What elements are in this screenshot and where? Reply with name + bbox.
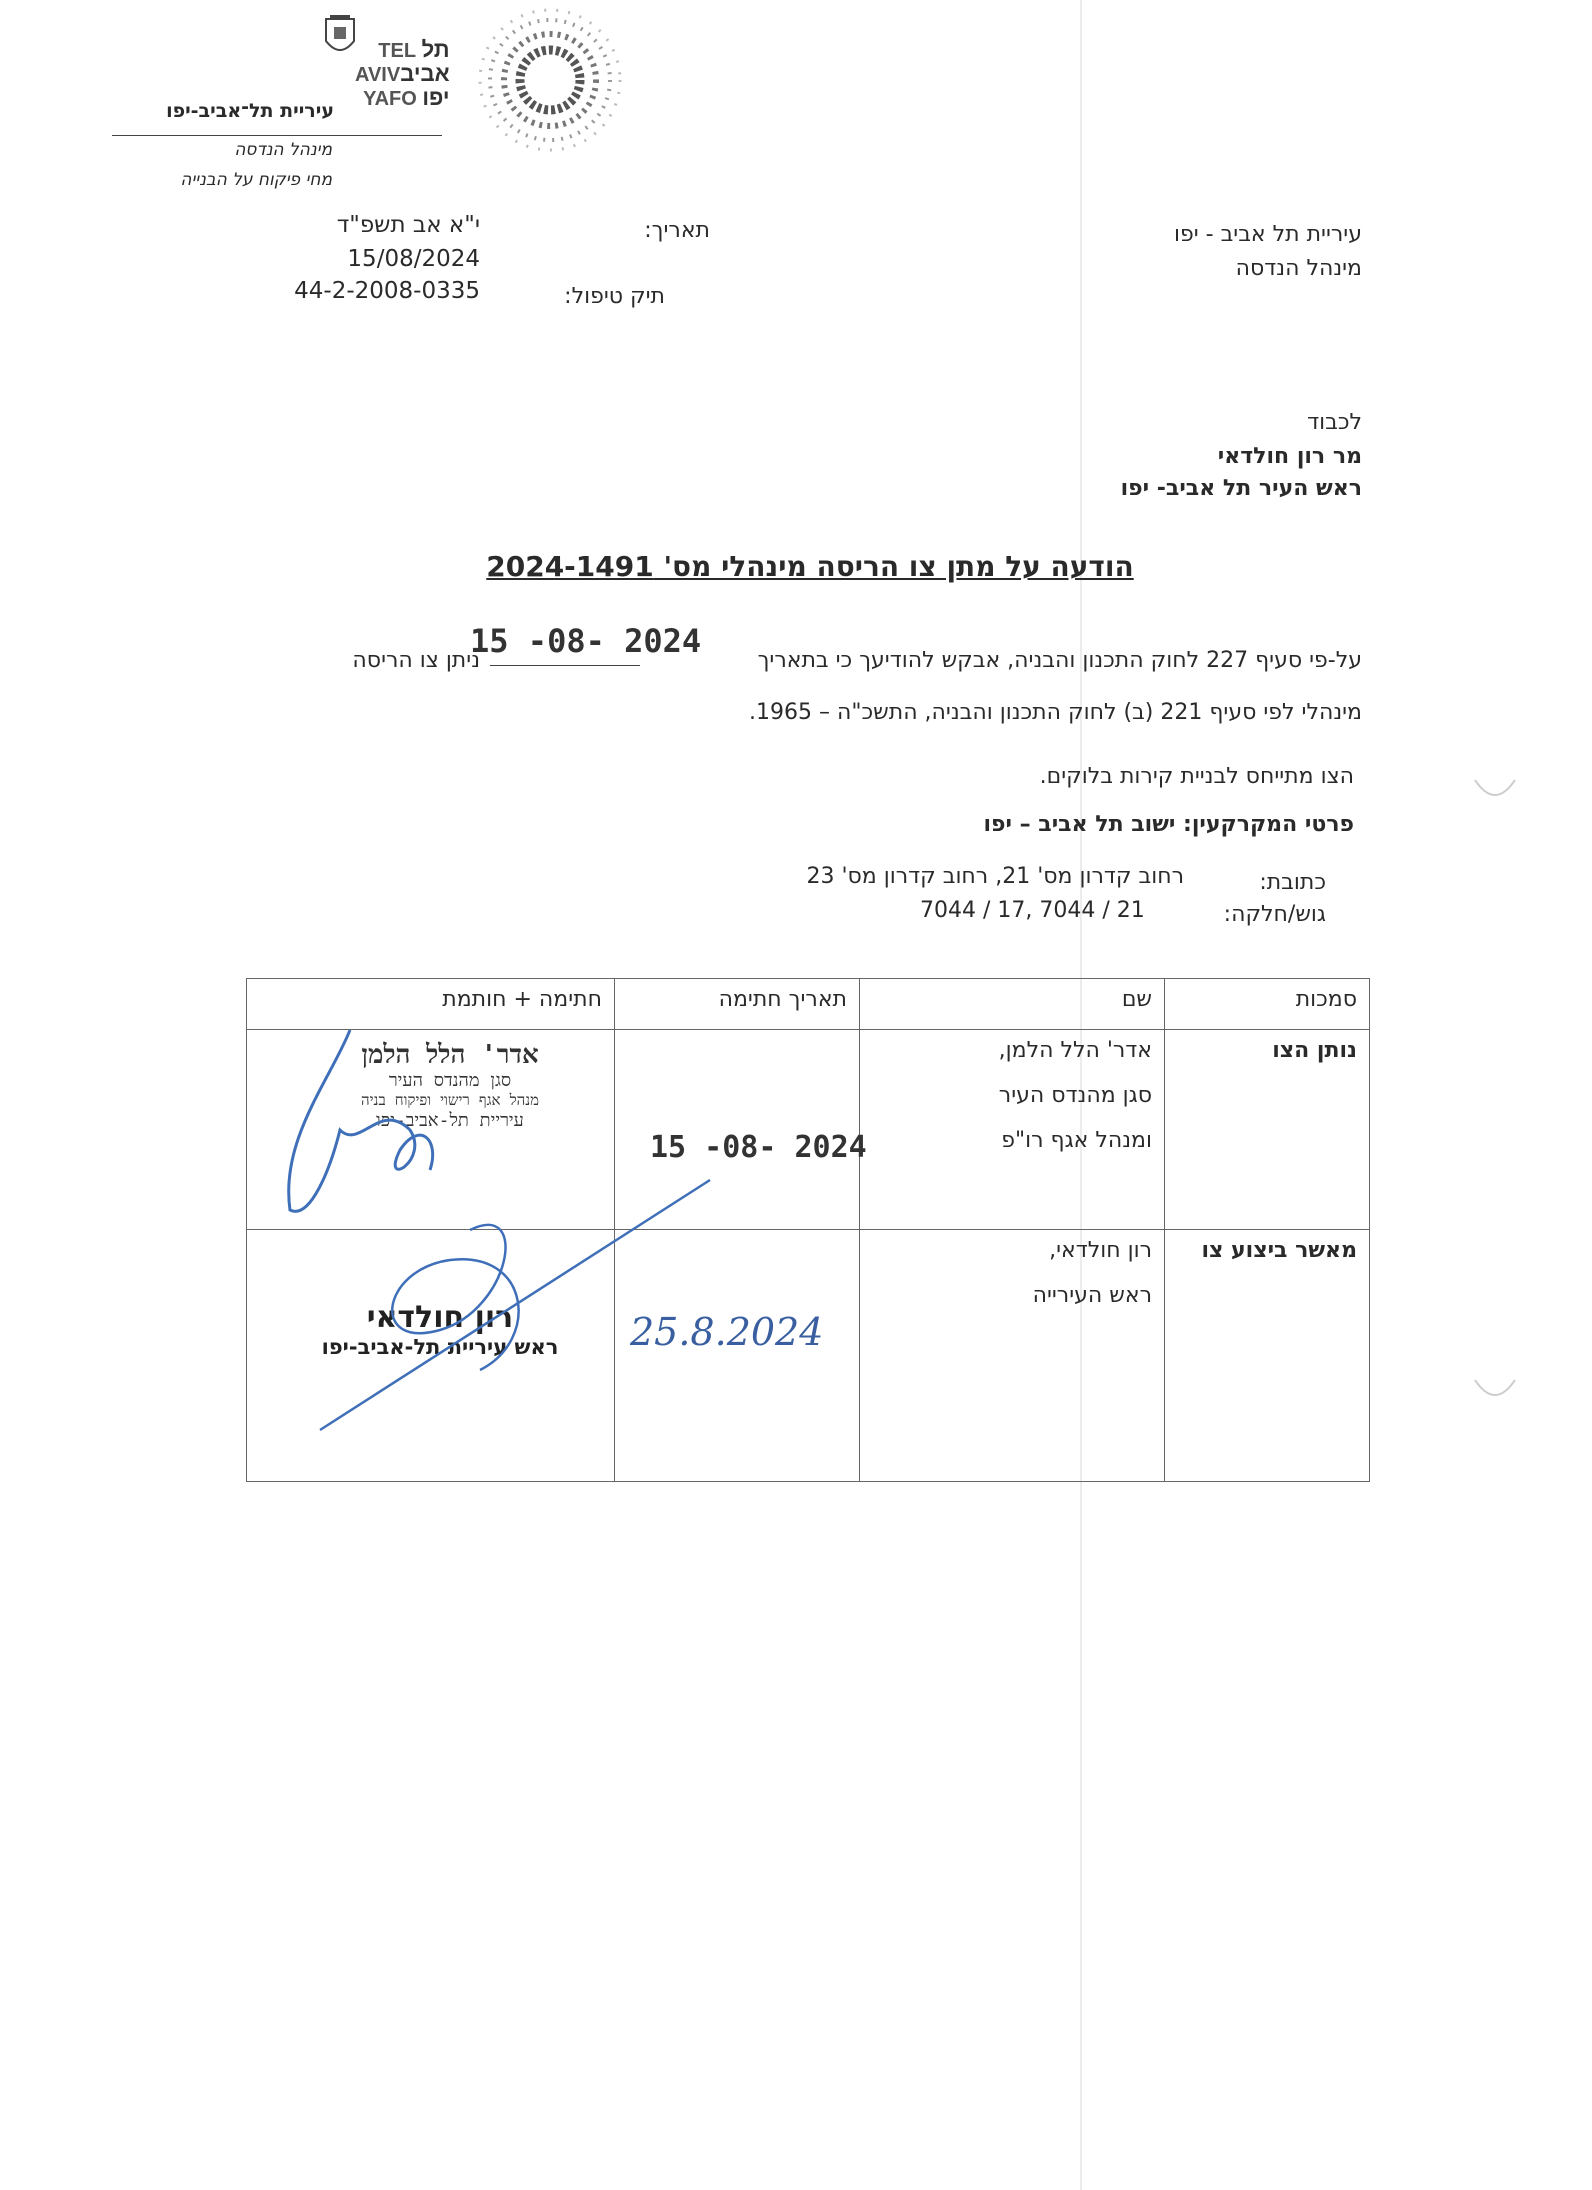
parcel-label: גוש/חלקה: [1223, 902, 1326, 927]
header-authority: סמכות [1165, 979, 1370, 1030]
sender-line-2: מינהל הנדסה [1235, 256, 1362, 281]
binder-hole-icon [1470, 1370, 1520, 1410]
binder-hole-icon [1470, 770, 1520, 810]
date-label: תאריך: [644, 218, 710, 243]
division-name: מחי פיקוח על הבנייה [180, 170, 332, 190]
row2-authority: מאשר ביצוע צו [1165, 1230, 1370, 1482]
header-signature-stamp: חתימה + חותמת [247, 979, 615, 1030]
date-stamp: 15 -08- 2024 [470, 622, 702, 660]
recipient-salutation: לכבוד [1307, 410, 1362, 435]
row1-name: אדר' הלל הלמן, סגן מהנדס העיר ומנהל אגף רו"פ [860, 1030, 1165, 1230]
recipient-name: מר רון חולדאי [1217, 444, 1362, 469]
header-rule [112, 135, 442, 136]
header-sign-date: תאריך חתימה [615, 979, 860, 1030]
department-name: מינהל הנדסה [234, 140, 332, 160]
address-value: רחוב קדרון מס' 21, רחוב קדרון מס' 23 [806, 864, 1184, 889]
row1-date-stamp: 15 -08- 2024 [650, 1130, 867, 1165]
file-number: 44-2-2008-0335 [294, 278, 480, 304]
logo-wordmark: TEL תל AVIVאביב YAFO יפו [355, 37, 450, 110]
gregorian-date: 15/08/2024 [347, 246, 480, 272]
document-title: הודעה על מתן צו הריסה מינהלי מס' 2024-1491 [486, 550, 1134, 583]
row2-signature-scribble [300, 1160, 730, 1440]
row2-handwritten-date: 25.8.2024 [630, 1310, 824, 1354]
body-para3: הצו מתייחס לבניית קירות בלוקים. [1039, 764, 1354, 789]
hebrew-date: י"א אב תשפ"ד [336, 212, 480, 238]
body-para1-part2: ניתן צו הריסה [352, 648, 480, 673]
sunburst-logo-icon [470, 8, 640, 158]
date-underline [490, 665, 640, 666]
row1-official-stamp: אדר' הלל הלמן סגן מהנדס העיר מנהל אגף רישוי ופיקוח בניה עיריית תל-אביב-יפו [361, 1040, 539, 1131]
sender-line-1: עיריית תל אביב - יפו [1174, 222, 1362, 247]
header-name: שם [860, 979, 1165, 1030]
parcel-value: 7044 / 17, 7044 / 21 [920, 898, 1145, 923]
emblem-icon [320, 13, 360, 61]
recipient-title: ראש העיר תל אביב- יפו [1120, 476, 1362, 501]
row2-name: רון חולדאי, ראש העירייה [860, 1230, 1165, 1482]
body-para2: מינהלי לפי סעיף 221 (ב) לחוק התכנון והבניה, התשכ"ה – 1965. [749, 700, 1362, 725]
body-para1-part1: על-פי סעיף 227 לחוק התכנון והבניה, אבקש להודיעך כי בתאריך [757, 648, 1362, 673]
municipality-name: עיריית תל־אביב-יפו [166, 100, 334, 122]
row2-official-stamp: רון חולדאי ראש עיריית תל-אביב-יפו [321, 1300, 559, 1359]
address-label: כתובת: [1259, 870, 1326, 895]
property-label: פרטי המקרקעין: ישוב תל אביב – יפו [983, 812, 1354, 837]
row1-authority: נותן הצו [1165, 1030, 1370, 1230]
file-label: תיק טיפול: [564, 284, 665, 309]
